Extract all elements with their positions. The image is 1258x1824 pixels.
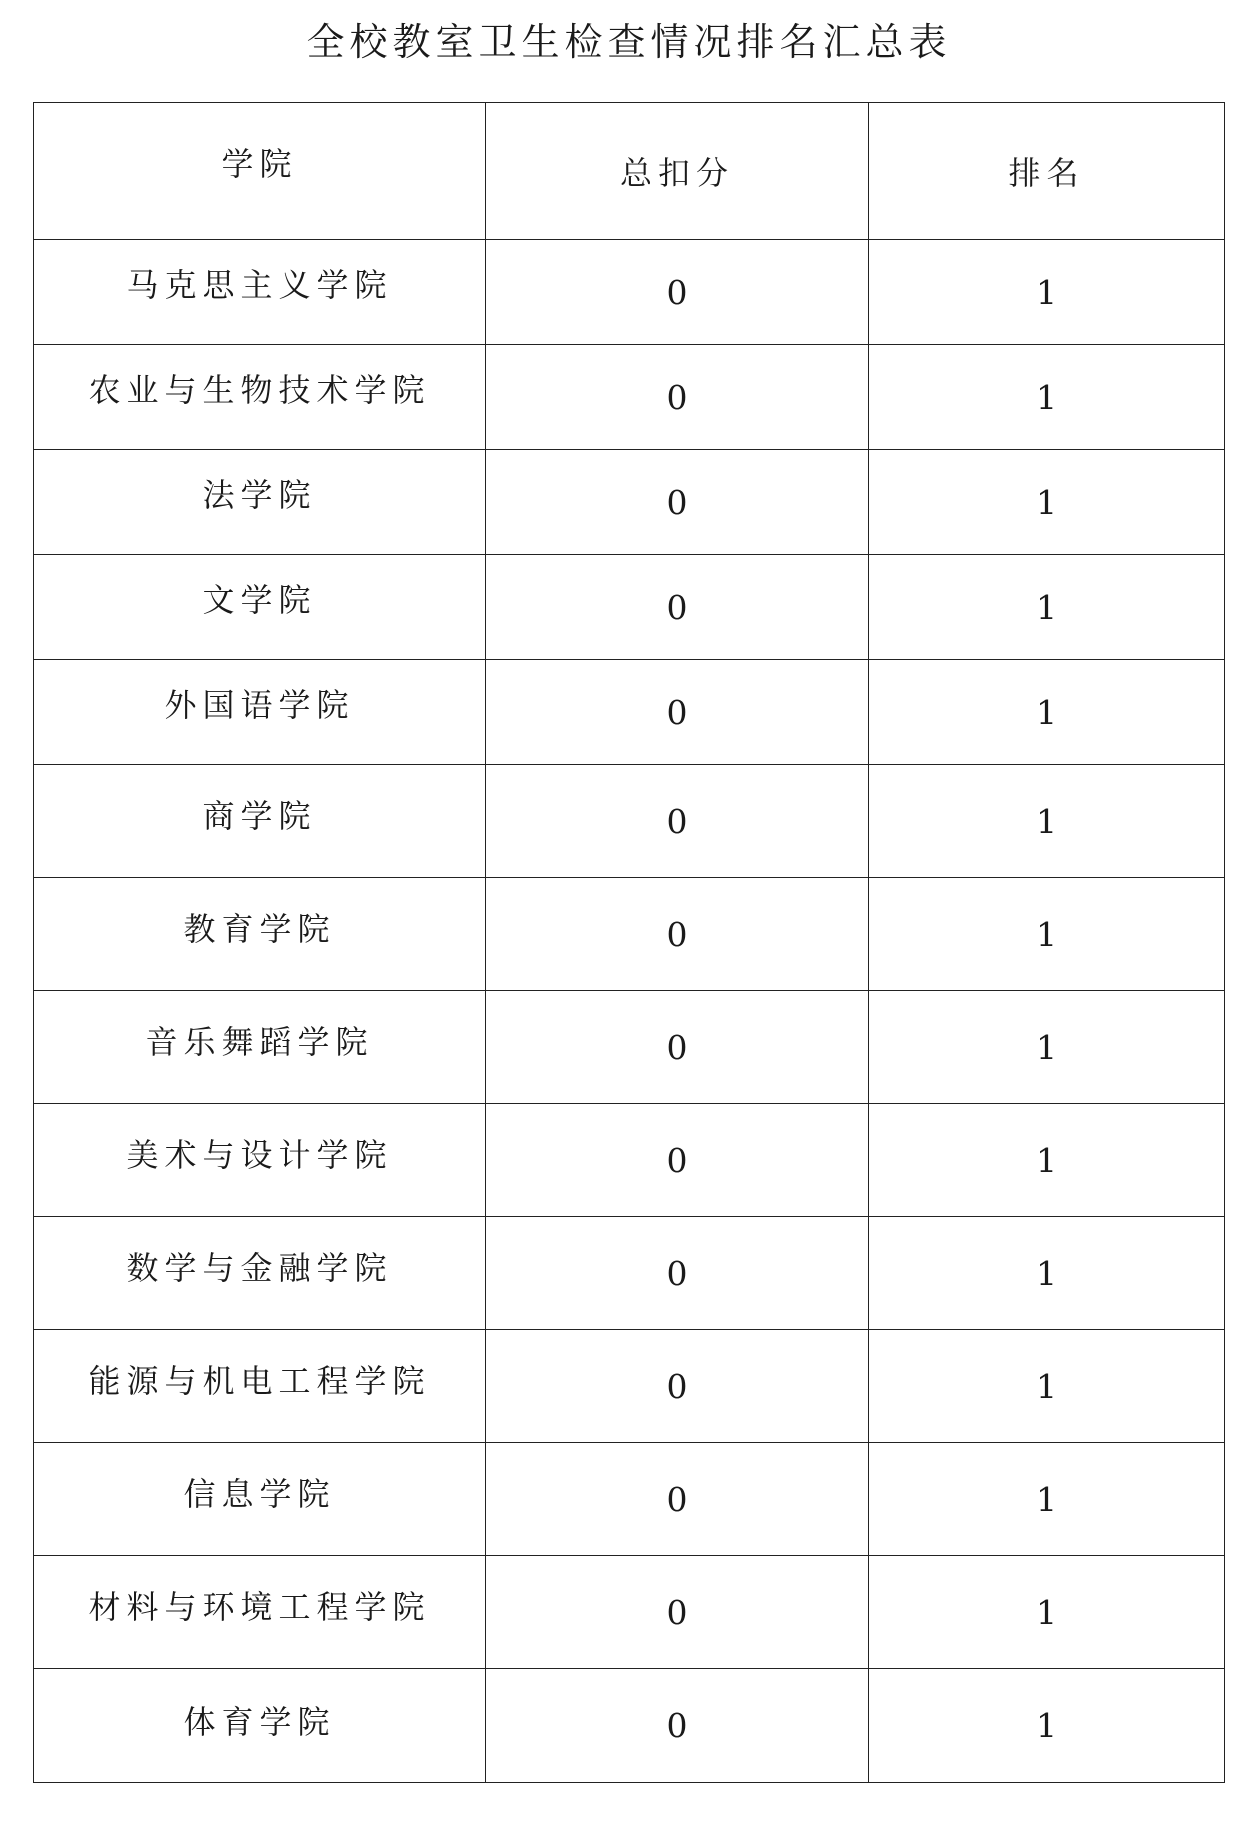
rank-cell: 1: [869, 1556, 1225, 1669]
rank-cell: 1: [869, 1669, 1225, 1783]
table-row: [34, 765, 1225, 878]
column-header-total-deduction-label: 总扣分: [619, 154, 734, 192]
table-row: [34, 1330, 1225, 1443]
table-row: [34, 450, 1225, 555]
college-cell: 商学院: [34, 765, 486, 878]
deduction-cell: 0: [486, 1669, 869, 1783]
college-cell: 信息学院: [34, 1443, 486, 1556]
rank-cell: 1: [869, 240, 1225, 345]
table-row: [34, 991, 1225, 1104]
deduction-cell: 0: [486, 1104, 869, 1217]
rank-cell: 1: [869, 555, 1225, 660]
deduction-cell: 0: [486, 555, 869, 660]
table-row: [34, 240, 1225, 345]
college-cell: 教育学院: [34, 878, 486, 991]
table-row: [34, 1443, 1225, 1556]
deduction-cell: 0: [486, 991, 869, 1104]
column-header-total-deduction: [486, 103, 869, 240]
college-cell: 农业与生物技术学院: [34, 345, 486, 450]
college-cell: 能源与机电工程学院: [34, 1330, 486, 1443]
rank-cell: 1: [869, 765, 1225, 878]
deduction-cell: 0: [486, 878, 869, 991]
column-header-college: [34, 103, 486, 240]
college-cell: 美术与设计学院: [34, 1104, 486, 1217]
deduction-cell: 0: [486, 345, 869, 450]
column-header-rank: [869, 103, 1225, 240]
rank-cell: 1: [869, 1217, 1225, 1330]
rank-cell: 1: [869, 1104, 1225, 1217]
rank-cell: 1: [869, 991, 1225, 1104]
table-row: [34, 1104, 1225, 1217]
table-row: [34, 660, 1225, 765]
college-cell: 材料与环境工程学院: [34, 1556, 486, 1669]
table-row: [34, 555, 1225, 660]
college-cell: 音乐舞蹈学院: [34, 991, 486, 1104]
deduction-cell: 0: [486, 1443, 869, 1556]
page-title: 全校教室卫生检查情况排名汇总表: [306, 20, 952, 64]
rank-cell: 1: [869, 660, 1225, 765]
college-cell: 文学院: [34, 555, 486, 660]
deduction-cell: 0: [486, 1556, 869, 1669]
table-row: [34, 1669, 1225, 1783]
column-header-rank-label: 排名: [1008, 154, 1085, 192]
ranking-table: [33, 102, 1225, 1783]
deduction-cell: 0: [486, 450, 869, 555]
college-cell: 数学与金融学院: [34, 1217, 486, 1330]
rank-cell: 1: [869, 450, 1225, 555]
rank-cell: 1: [869, 1330, 1225, 1443]
college-cell: 马克思主义学院: [34, 240, 486, 345]
table-row: [34, 1556, 1225, 1669]
table-header-row: [34, 103, 1225, 240]
column-header-college-label: 学院: [221, 145, 298, 183]
table-row: [34, 878, 1225, 991]
deduction-cell: 0: [486, 1330, 869, 1443]
deduction-cell: 0: [486, 765, 869, 878]
deduction-cell: 0: [486, 660, 869, 765]
rank-cell: 1: [869, 1443, 1225, 1556]
table-row: [34, 345, 1225, 450]
college-cell: 法学院: [34, 450, 486, 555]
rank-cell: 1: [869, 345, 1225, 450]
deduction-cell: 0: [486, 240, 869, 345]
table-row: [34, 1217, 1225, 1330]
college-cell: 外国语学院: [34, 660, 486, 765]
deduction-cell: 0: [486, 1217, 869, 1330]
college-cell: 体育学院: [34, 1669, 486, 1783]
rank-cell: 1: [869, 878, 1225, 991]
